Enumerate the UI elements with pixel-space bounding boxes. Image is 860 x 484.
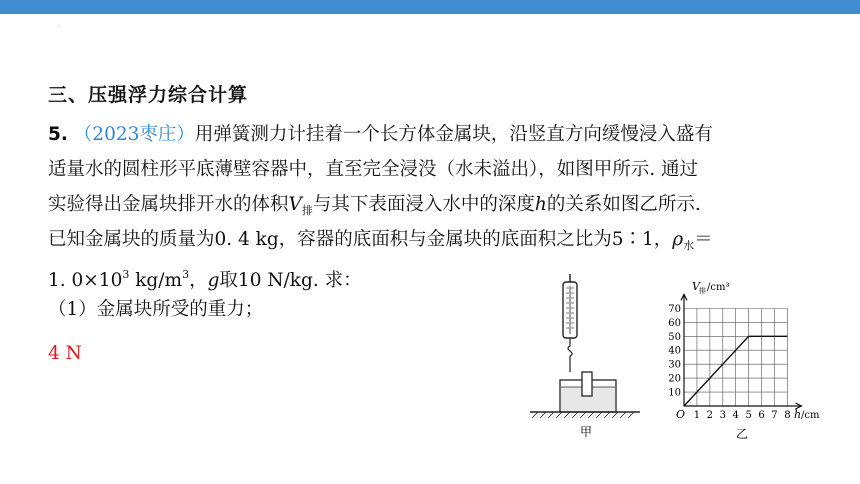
answer-1: 4 N: [48, 343, 82, 364]
y-tick-label: 10: [668, 387, 681, 399]
x-tick-label: 3: [719, 410, 726, 421]
g-symbol: g: [207, 270, 220, 291]
equals-sign: ＝: [694, 229, 713, 250]
h-symbol: h: [534, 194, 547, 215]
figures: [520, 272, 840, 472]
line3-text-c: 的关系如图乙所示.: [546, 194, 701, 215]
line5-text-d: 取10 N/kg. 求：: [219, 270, 362, 291]
unit-exponent: 3: [182, 268, 190, 281]
v-symbol: V: [288, 194, 302, 215]
x-tick-label: 8: [784, 410, 791, 421]
ground-hatch: [532, 412, 634, 418]
y-tick-label: 50: [668, 331, 681, 343]
problem-line-2: 适量水的圆柱形平底薄壁容器中，直至完全浸没（水未溢出），如图甲所示. 通过: [48, 159, 699, 180]
problem-line-3: [48, 187, 828, 222]
section-title: 三、压强浮力综合计算: [48, 84, 249, 106]
x-tick-label: 2: [706, 410, 714, 421]
header-mark: ·: [58, 24, 60, 31]
y-tick-label: 60: [668, 317, 681, 329]
line5-comma: ，: [189, 270, 208, 291]
v-subscript: 排: [301, 204, 313, 217]
line3-text-b: 与其下表面浸入水中的深度: [312, 194, 535, 215]
y-axis-symbol: V: [692, 280, 700, 293]
problem-number: 5.: [48, 124, 68, 145]
y-tick-label: 70: [668, 303, 681, 315]
problem-line-1: [48, 117, 828, 152]
figure-yi-chart: [668, 280, 820, 441]
line4-text: 已知金属块的质量为0. 4 kg，容器的底面积与金属块的底面积之比为5∶1，: [48, 229, 673, 250]
question-1: （1）金属块所受的重力；: [48, 299, 264, 320]
line3-text-a: 实验得出金属块排开水的体积: [48, 194, 289, 215]
chart-grid: [684, 308, 787, 406]
line5-text-a: 1. 0×10: [48, 270, 123, 291]
y-axis-unit: /cm³: [707, 282, 730, 293]
y-tick-label: 40: [668, 345, 681, 357]
y-tick-label: 20: [668, 373, 681, 385]
x-tick-label: 6: [758, 410, 765, 421]
figure-jia-apparatus: [530, 274, 640, 439]
line5-text-b: kg/m: [129, 270, 183, 291]
problem-source: （2023枣庄）: [73, 124, 195, 145]
top-accent-bar: [0, 0, 860, 14]
x-tick-label: 7: [771, 410, 778, 421]
origin-label: O: [676, 408, 686, 421]
figure-yi-label: 乙: [735, 427, 749, 441]
y-tick-label: 30: [668, 359, 681, 371]
figure-jia-label: 甲: [579, 425, 593, 439]
metal-block: [582, 372, 592, 396]
x-tick-label: 5: [745, 410, 752, 421]
density-exponent: 3: [122, 268, 130, 281]
x-tick-label: 1: [693, 410, 701, 421]
problem-line-1-text: 用弹簧测力计挂着一个长方体金属块，沿竖直方向缓慢浸入盛有: [194, 124, 713, 145]
x-axis-unit: /cm: [801, 410, 820, 421]
rho-symbol: ρ: [672, 229, 684, 250]
y-axis-subscript: 排: [699, 287, 706, 295]
rho-subscript: 水: [683, 239, 695, 252]
spring-scale-hook: [568, 338, 572, 372]
x-tick-label: 4: [732, 410, 739, 421]
figures-svg: [520, 272, 840, 472]
x-axis-symbol: h: [794, 408, 802, 421]
problem-line-4: [48, 222, 828, 257]
